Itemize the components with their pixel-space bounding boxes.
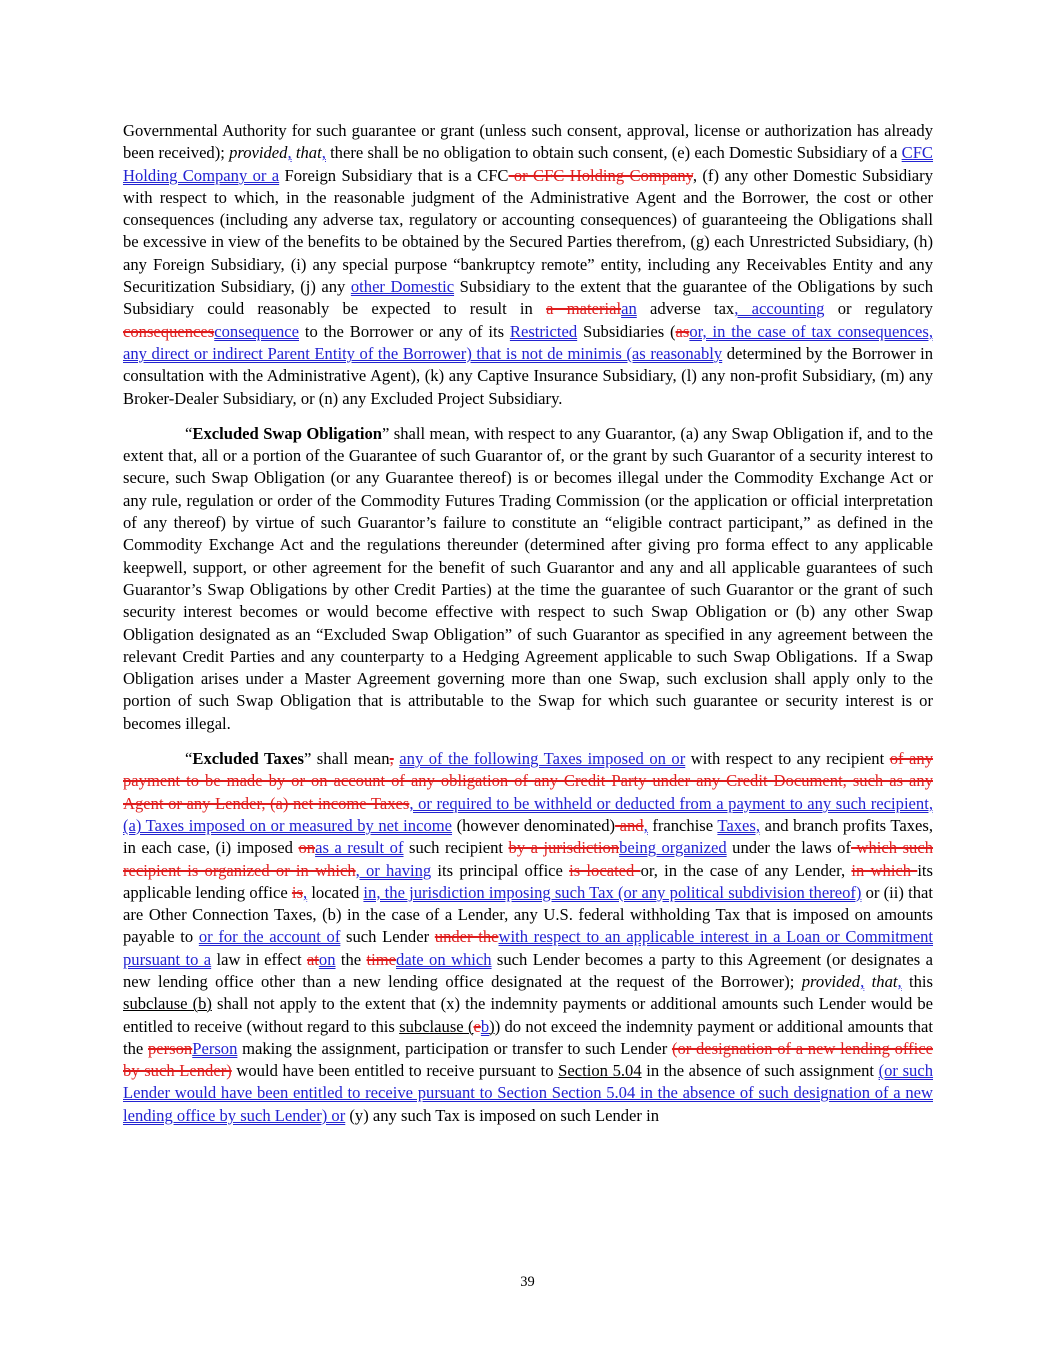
deleted-text: or CFC Holding Company bbox=[508, 165, 693, 185]
text-run: Subsidiary to the extent that the guarantee of the Obligations by such Subsidiary could reasonably be expected to result in bbox=[123, 277, 933, 319]
inserted-text: consequence bbox=[214, 321, 300, 341]
deleted-text: which such recipient is organized or in which bbox=[123, 838, 934, 880]
inserted-text: date on which bbox=[396, 949, 492, 969]
text-run: its principal office bbox=[431, 860, 570, 880]
deleted-text: a material bbox=[546, 299, 622, 319]
paragraph bbox=[123, 748, 933, 1127]
inserted-text: CFC Holding Company or a bbox=[123, 143, 934, 185]
page-number: 39 bbox=[520, 1274, 535, 1290]
italic-text-run: that bbox=[871, 971, 898, 991]
deleted-text: and bbox=[615, 815, 644, 835]
deleted-text: (or designation of a new lending office by such Lender) bbox=[123, 1038, 933, 1081]
deleted-text: , bbox=[389, 749, 394, 769]
text-run bbox=[864, 972, 871, 991]
inserted-text: in, the jurisdiction imposing such Tax (or any political subdivision thereof) bbox=[363, 882, 862, 902]
text-run: , (f) any other Domestic Subsidiary with respect to which, in the reasonable judgment of the Administrative Agent and the Borrower, the cost or other consequences (including any adverse tax, regulatory or accounting consequences) of guaranteeing the Obligations shall be excessive in view of the benefits to be obtained by the Secured Parties therefrom, (g) each Unrestricted Subsidiary, (h) any Foreign Subsidiary, (i) any special purpose “bankruptcy remote” entity, including any Receivables Entity and any Securitization Subsidiary, (j) any bbox=[123, 165, 933, 297]
italic-text-run: provided bbox=[229, 143, 288, 163]
text-run: this bbox=[901, 971, 933, 991]
deleted-text: as bbox=[675, 321, 690, 341]
document-body bbox=[123, 120, 933, 1140]
inserted-text: , bbox=[860, 971, 865, 991]
inserted-text: Person bbox=[192, 1038, 238, 1058]
paragraph bbox=[123, 423, 933, 735]
deleted-text: by a jurisdiction bbox=[508, 838, 620, 858]
deleted-text: person bbox=[147, 1038, 193, 1058]
text-run: under the laws of bbox=[726, 838, 851, 858]
cross-reference: ) bbox=[489, 1016, 495, 1036]
inserted-text: an bbox=[621, 299, 637, 319]
inserted-text: , bbox=[643, 815, 648, 835]
italic-text-run: provided bbox=[801, 971, 861, 991]
text-run: such Lender becomes a party to this Agreement (or designates a new lending office other than a new lending office designated at the request of the Borrower); bbox=[123, 949, 933, 991]
text-run: to the Borrower or any of its bbox=[299, 321, 510, 341]
text-run: Foreign Subsidiary that is a CFC bbox=[279, 165, 509, 185]
text-run: Governmental Authority for such guarantee or grant (unless such consent, approval, license or authorization has already been received); bbox=[123, 121, 933, 163]
text-run: there shall be no obligation to obtain such consent, (e) each Domestic Subsidiary of a bbox=[325, 143, 902, 163]
text-run: or regulatory bbox=[824, 299, 933, 319]
text-run: the bbox=[335, 949, 367, 969]
inserted-text: or for the account of bbox=[198, 927, 341, 947]
text-run: “ bbox=[185, 749, 193, 769]
text-run: law in effect bbox=[211, 949, 307, 969]
inserted-text: , or having bbox=[355, 860, 432, 880]
inserted-text: any of the following Taxes imposed on or bbox=[399, 749, 686, 769]
text-run: adverse tax bbox=[636, 299, 735, 319]
text-run: (y) any such Tax is imposed on such Lender in bbox=[345, 1105, 659, 1125]
inserted-text: as a result of bbox=[315, 838, 404, 858]
bold-term: Excluded Swap Obligation bbox=[192, 423, 382, 443]
cross-reference: Section 5.04 bbox=[558, 1061, 642, 1081]
paragraph bbox=[123, 120, 933, 410]
text-run: making the assignment, participation or transfer to such Lender bbox=[237, 1038, 672, 1058]
deleted-text: in which bbox=[851, 860, 918, 880]
text-run: Subsidiaries ( bbox=[577, 321, 676, 341]
italic-text-run: that bbox=[295, 143, 322, 163]
inserted-text: Restricted bbox=[509, 321, 578, 341]
inserted-text: Taxes, bbox=[717, 815, 761, 835]
inserted-text: or, in the case of tax consequences, any direct or indirect Parent Entity of the Borrower) that is not de minimis (as reasonably bbox=[123, 321, 933, 363]
inserted-text: , bbox=[287, 143, 292, 163]
text-run: such recipient bbox=[403, 838, 509, 858]
text-run: ) do not exceed the indemnity payment or additional amounts that the bbox=[123, 1016, 934, 1058]
cross-reference: subclause (b) bbox=[123, 994, 212, 1014]
text-run: with respect to any recipient bbox=[685, 749, 890, 769]
inserted-text: other Domestic bbox=[350, 277, 455, 297]
deleted-text: is bbox=[291, 882, 303, 902]
text-run: “ bbox=[185, 423, 193, 443]
inserted-text: being organized bbox=[619, 838, 727, 858]
text-run: or (ii) that are Other Connection Taxes, (b) in the case of a Lender, any U.S. federal withholding Tax that is imposed on amounts payable to bbox=[123, 882, 933, 947]
bold-term: Excluded Taxes bbox=[192, 749, 304, 769]
text-run: ” shall mean bbox=[303, 749, 390, 769]
inserted-text: , bbox=[302, 882, 308, 902]
text-run: located bbox=[307, 882, 364, 902]
inserted-text: on bbox=[318, 949, 336, 969]
text-run: and branch profits Taxes, in each case, (i) imposed bbox=[123, 815, 934, 858]
text-run: or, in the case of any Lender, bbox=[640, 860, 852, 880]
inserted-text: , accounting bbox=[734, 299, 825, 319]
inserted-text: with respect to an applicable interest in a Loan or Commitment pursuant to a bbox=[123, 927, 933, 969]
text-run: would have been entitled to receive pursuant to bbox=[231, 1061, 559, 1081]
deleted-text: time bbox=[366, 949, 397, 969]
deleted-text: at bbox=[306, 949, 319, 969]
deleted-text: on bbox=[298, 838, 316, 858]
deleted-text: under the bbox=[434, 927, 499, 947]
cross-reference: subclause ( bbox=[399, 1016, 474, 1036]
deleted-text: consequences bbox=[123, 321, 215, 341]
inserted-text: , or required to be withheld or deducted from a payment to any such recipient, (a) Taxes imposed on or measured by net income bbox=[123, 793, 933, 835]
inserted-text: , bbox=[321, 143, 326, 163]
text-run: determined by the Borrower in consultation with the Administrative Agent), (k) any Captive Insurance Subsidiary, (l) any non-profit Subsidiary, (m) any Broker-Dealer Subsidiary, or (n) any Excluded Project Subsidiary. bbox=[123, 343, 933, 408]
deleted-text: e bbox=[473, 1016, 481, 1036]
text-run: franchise bbox=[647, 815, 718, 835]
text-run: in the absence of such assignment bbox=[641, 1061, 879, 1081]
deleted-text: is located bbox=[569, 860, 641, 880]
text-run: its applicable lending office bbox=[123, 860, 933, 902]
text-run: ” shall mean, with respect to any Guarantor, (a) any Swap Obligation if, and to the extent that, all or a portion of the Guarantee of such Guarantor of, or the grant by such Guarantor of a security interest to secure, such Swap Obligation (or any Guarantee thereof) is or becomes illegal under the Commodity Exchange Act or any rule, regulation or order of the Commodity Futures Trading Commission (or the application or official interpretation of any thereof) by virtue of such Guarantor’s failure to constitute an “eligible contract participant,” as defined in the Commodity Exchange Act and the regulations thereunder (determined after giving pro forma effect to any applicable keepwell, support, or other agreement for the benefit of such Guarantor and any and all applicable guarantees of such Guarantor’s Swap Obligations by other Credit Parties) at the time the guarantee of such Guarantor or the grant of such security interest becomes or would become effective with respect to such Swap Obligation or (b) any other Swap Obligation designated as an “Excluded Swap Obligation” of such Guarantor as specified in any agreement between the relevant Credit Parties and any counterparty to a Hedging Agreement applicable to such Swap Obligations. If a Swap Obligation arises under a Master Agreement governing more than one Swap, such exclusion shall apply only to the portion of such Swap Obligation that is attributable to the Swap for which such guarantee or security interest is or becomes illegal. bbox=[123, 423, 933, 733]
text-run: such Lender bbox=[340, 927, 435, 947]
text-run: (however denominated) bbox=[452, 815, 616, 835]
deleted-text: of any payment to be made by or on account of any obligation of any Credit Party under any Credit Document, such as any Agent or any Lender, (a) net income Taxes bbox=[123, 749, 934, 813]
inserted-text: , bbox=[897, 971, 902, 991]
text-run: shall not apply to the extent that (x) the indemnity payments or additional amounts such Lender would be entitled to receive (without regard to this bbox=[123, 994, 933, 1036]
inserted-text: (or such Lender would have been entitled to receive pursuant to Section Section 5.04 in the absence of such designation of a new lending office by such Lender) or bbox=[123, 1061, 934, 1125]
inserted-text: b bbox=[480, 1016, 490, 1036]
